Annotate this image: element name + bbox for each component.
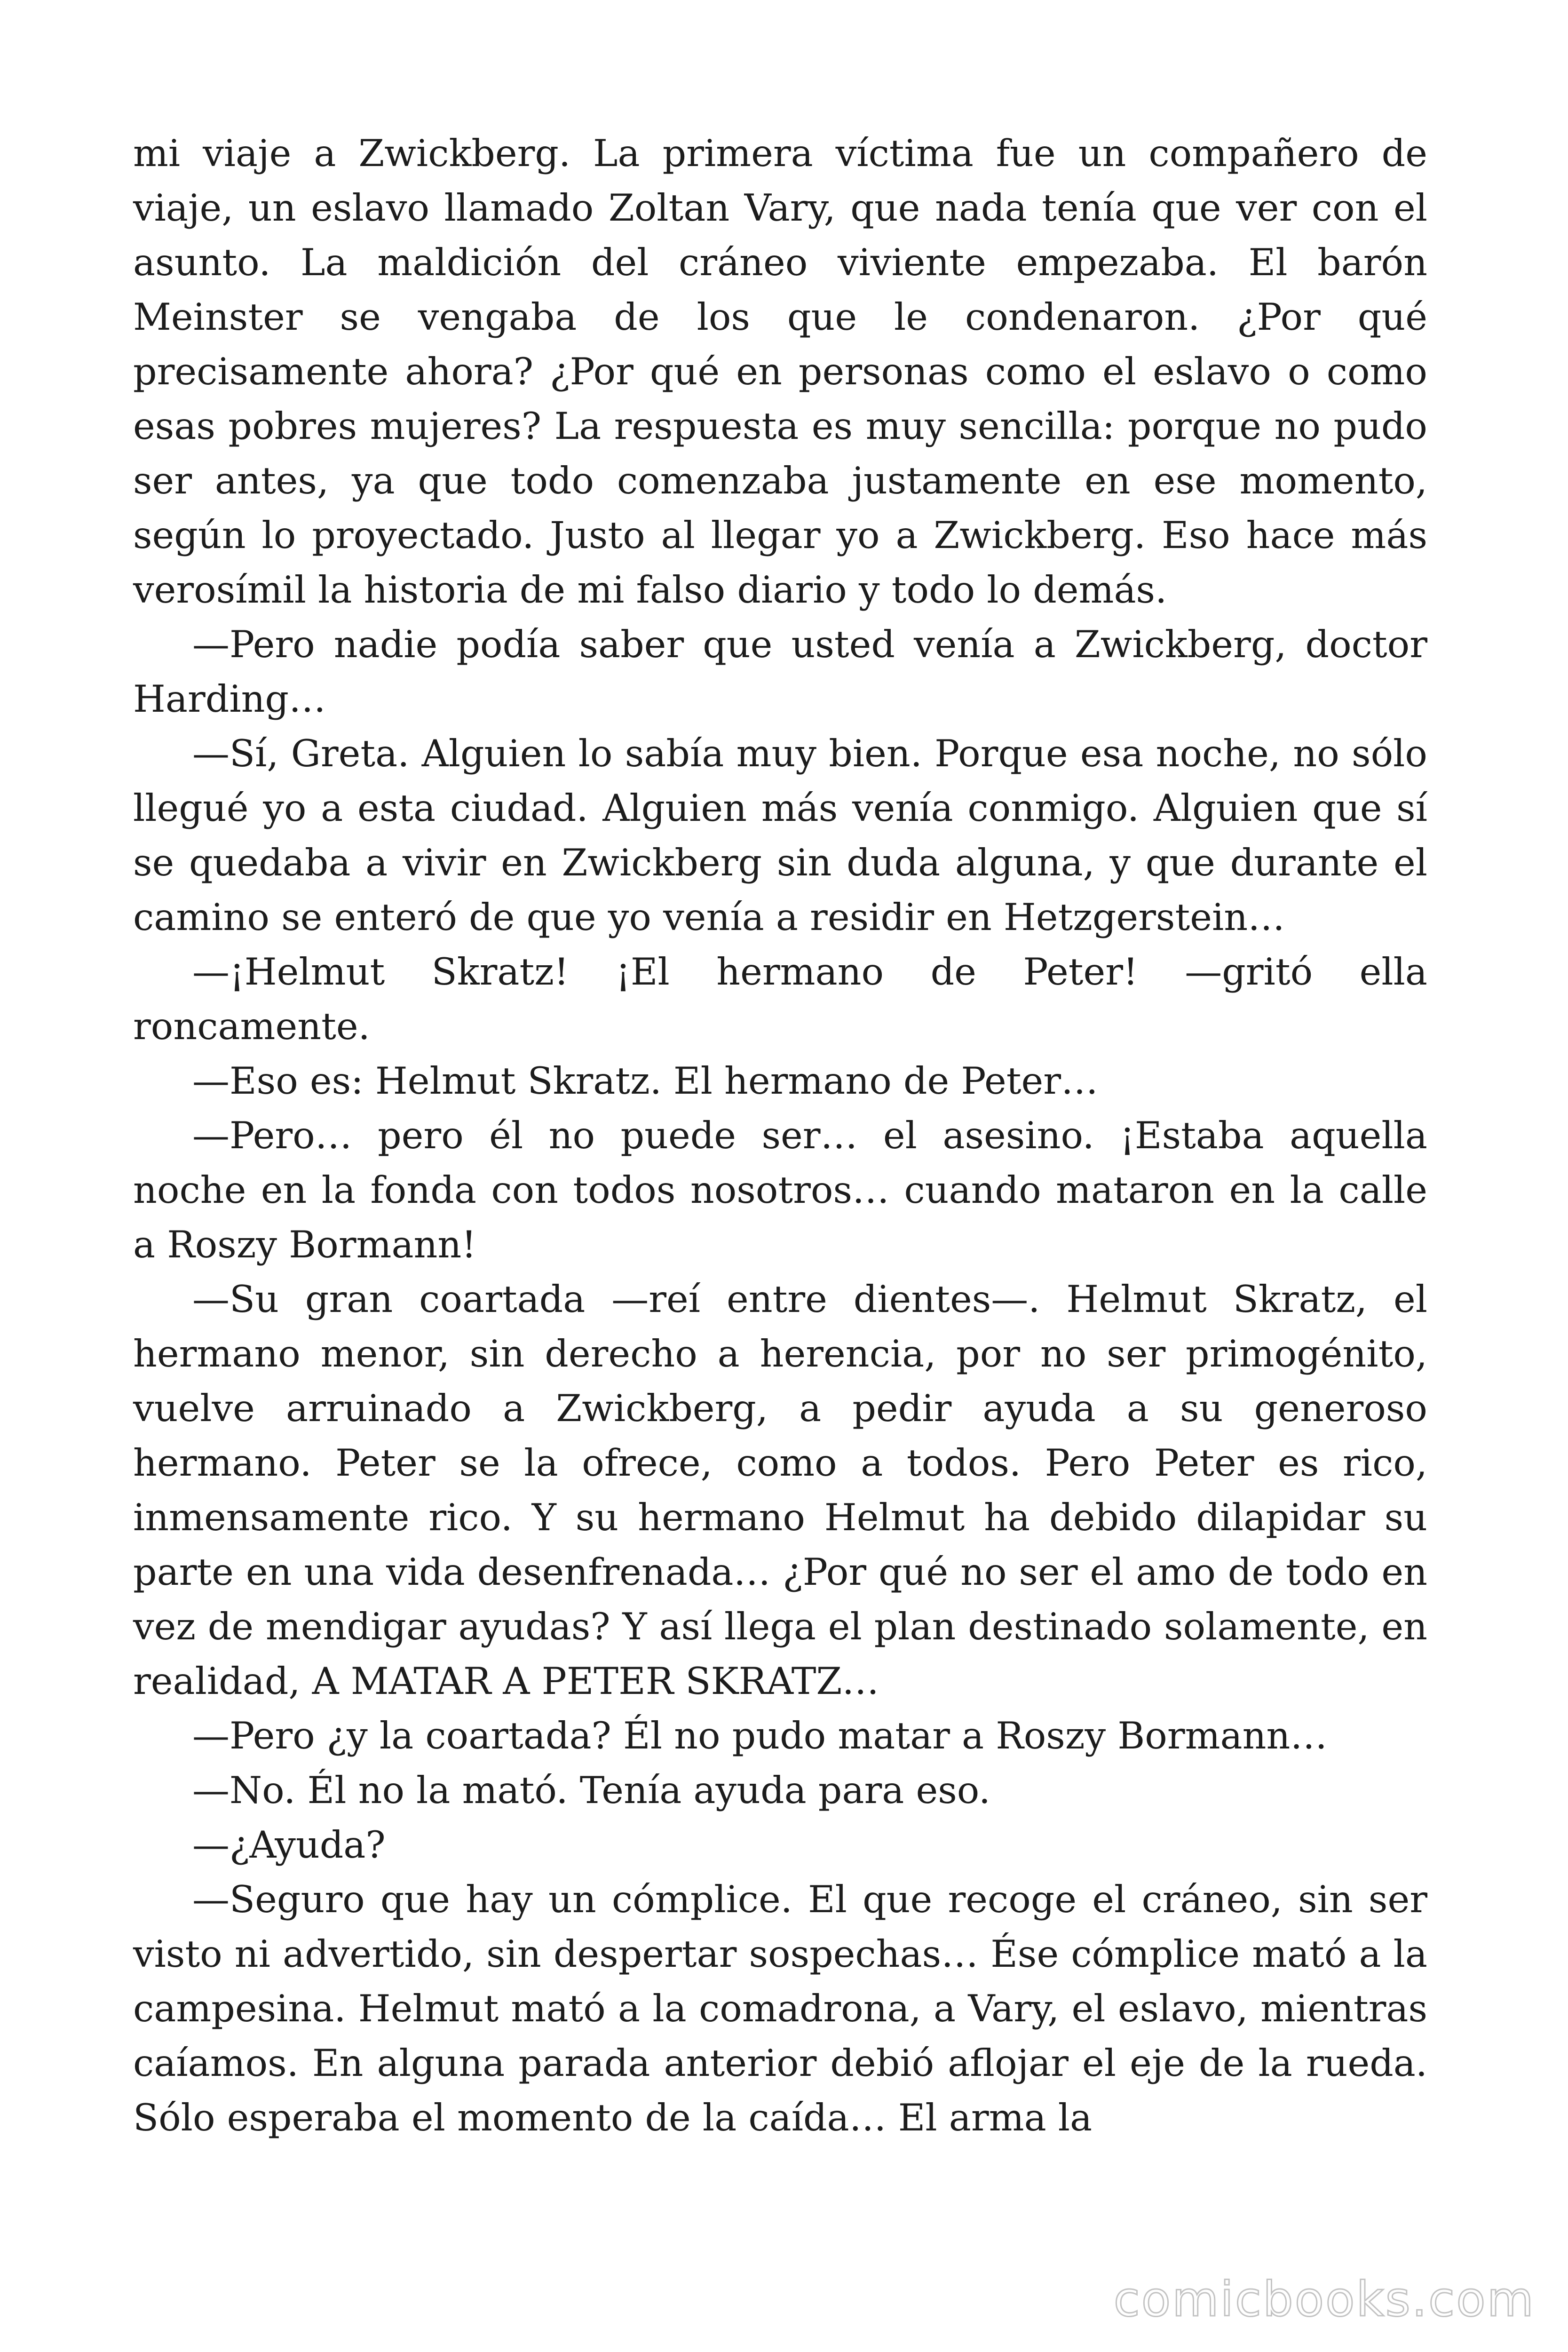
paragraph: —Seguro que hay un cómplice. El que recoge el cráneo, sin ser visto ni advertido, sin despertar sospechas… Ése cómplice mató a la campesina. Helmut mató a la comadrona, a Vary, el eslavo, mientras caíamos. En alguna parada anterior debió aflojar el eje de la rueda. Sólo esperaba el momento de la caída… El arma la bbox=[133, 1878, 1427, 2139]
paragraph: —Eso es: Helmut Skratz. El hermano de Peter… bbox=[192, 1059, 1098, 1103]
watermark-logo: comicbooks.com bbox=[1113, 2272, 1535, 2328]
paragraph: —Pero ¿y la coartada? Él no pudo matar a Roszy Bormann… bbox=[192, 1714, 1328, 1757]
paragraph: —¡Helmut Skratz! ¡El hermano de Peter! —gritó ella roncamente. bbox=[133, 950, 1427, 1048]
paragraph: —No. Él no la mató. Tenía ayuda para eso. bbox=[192, 1769, 991, 1812]
paragraph: —¿Ayuda? bbox=[192, 1823, 386, 1867]
paragraph: —Pero nadie podía saber que usted venía a Zwickberg, doctor Harding… bbox=[133, 623, 1427, 721]
paragraph: —Su gran coartada —reí entre dientes—. Helmut Skratz, el hermano menor, sin derecho a herencia, por no ser primogénito, vuelve arruinado a Zwickberg, a pedir ayuda a su generoso hermano. Peter se la ofrece, como a todos. Pero Peter es rico, inmensamente rico. Y su hermano Helmut ha debido dilapidar su parte en una vida desenfrenada… ¿Por qué no ser el amo de todo en vez de mendigar ayudas? Y así llega el plan destinado solamente, en realidad, A MATAR A PETER SKRATZ… bbox=[133, 1278, 1427, 1703]
body-text bbox=[133, 126, 1427, 2145]
paragraph: —Pero… pero él no puede ser… el asesino. ¡Estaba aquella noche en la fonda con todos nosotros… cuando mataron en la calle a Roszy Bormann! bbox=[133, 1114, 1427, 1266]
paragraph: —Sí, Greta. Alguien lo sabía muy bien. Porque esa noche, no sólo llegué yo a esta ciudad. Alguien más venía conmigo. Alguien que sí se quedaba a vivir en Zwickberg sin duda alguna, y que durante el camino se enteró de que yo venía a residir en Hetzgerstein… bbox=[133, 732, 1427, 939]
paragraph: mi viaje a Zwickberg. La primera víctima fue un compañero de viaje, un eslavo llamado Zoltan Vary, que nada tenía que ver con el asunto. La maldición del cráneo viviente empezaba. El barón Meinster se vengaba de los que le condenaron. ¿Por qué precisamente ahora? ¿Por qué en personas como el eslavo o como esas pobres mujeres? La respuesta es muy sencilla: porque no pudo ser antes, ya que todo comenzaba justamente en ese momento, según lo proyectado. Justo al llegar yo a Zwickberg. Eso hace más verosímil la historia de mi falso diario y todo lo demás. bbox=[133, 132, 1427, 612]
